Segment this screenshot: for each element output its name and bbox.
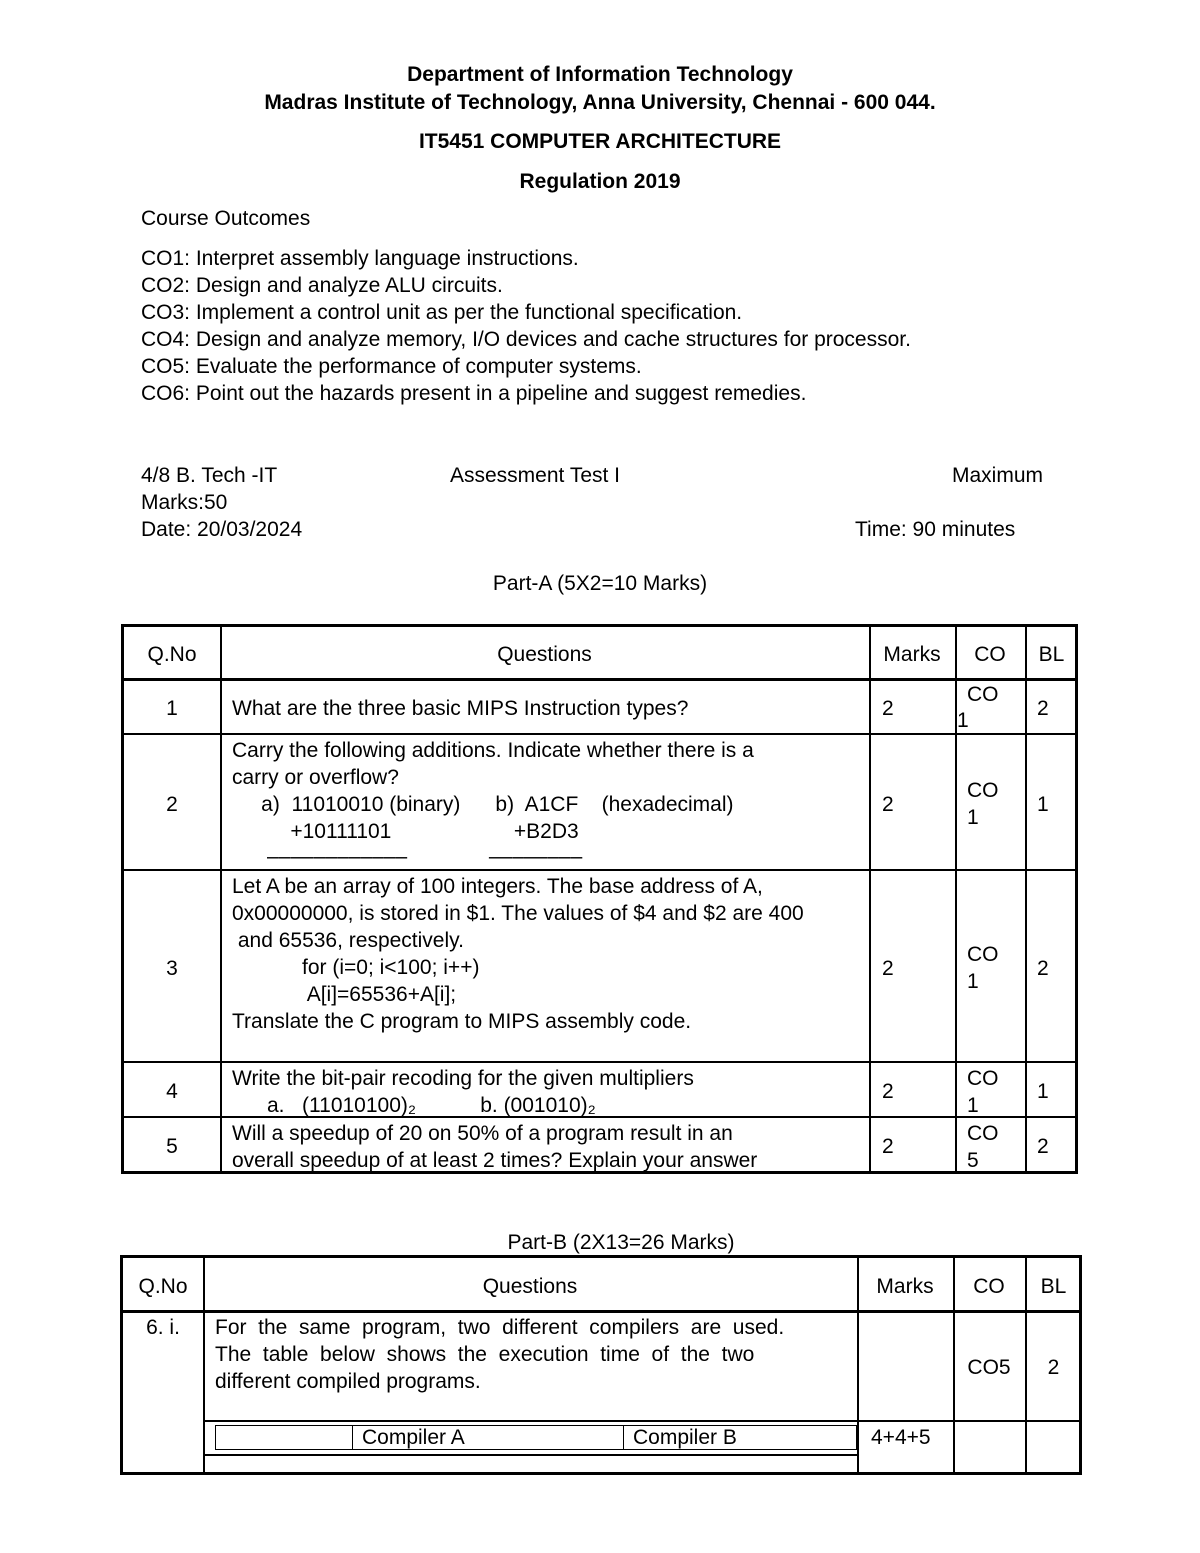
row-co: CO — [967, 1067, 999, 1090]
row-marks: 2 — [882, 793, 894, 816]
row-co: CO — [967, 779, 999, 802]
row-co-number: 1 — [957, 709, 969, 732]
part-a-title: Part-A (5X2=10 Marks) — [492, 572, 708, 595]
question-text: Let A be an array of 100 integers. The base address of A, — [232, 875, 763, 898]
row-marks: 2 — [882, 1080, 894, 1103]
header-qno: Q.No — [138, 1275, 188, 1298]
row-qno: 5 — [166, 1135, 178, 1158]
max-marks-label: Maximum — [952, 464, 1044, 487]
row-co-number: 1 — [967, 806, 979, 829]
question-text: For the same program, two different compilers are used. — [215, 1316, 785, 1339]
part-b-title: Part-B (2X13=26 Marks) — [507, 1231, 735, 1254]
time-label: Time: 90 minutes — [855, 518, 1016, 541]
question-text: A[i]=65536+A[i]; — [232, 983, 457, 1006]
course-title: IT5451 COMPUTER ARCHITECTURE — [418, 130, 782, 153]
course-outcome-item: CO3: Implement a control unit as per the functional specification. — [141, 301, 743, 324]
test-label: Assessment Test I — [450, 464, 621, 487]
row-qno: 2 — [166, 793, 178, 816]
question-text: different compiled programs. — [215, 1370, 481, 1393]
row-co: CO5 — [967, 1356, 1011, 1379]
question-text: Carry the following additions. Indicate whether there is a — [232, 739, 754, 762]
row-qno: 1 — [166, 697, 178, 720]
date-label: Date: 20/03/2024 — [141, 518, 303, 541]
row-co-number: 1 — [967, 1094, 979, 1117]
question-text: The table below shows the execution time of the two — [215, 1343, 755, 1366]
row-marks: 2 — [882, 697, 894, 720]
row-qno: 4 — [166, 1080, 178, 1103]
header-bl: BL — [1040, 1275, 1067, 1298]
row-bl: 2 — [1037, 957, 1049, 980]
question-text: Will a speedup of 20 on 50% of a program result in an — [232, 1122, 733, 1145]
program-label: 4/8 B. Tech -IT — [141, 464, 278, 487]
row-qno: 3 — [166, 957, 178, 980]
question-text: carry or overflow? — [232, 766, 399, 789]
question-text: Write the bit-pair recoding for the given multipliers — [232, 1067, 694, 1090]
header-co: CO — [974, 643, 1006, 666]
row-marks: 2 — [882, 1135, 894, 1158]
question-text: overall speedup of at least 2 times? Explain your answer — [232, 1149, 758, 1172]
row-bl: 2 — [1037, 697, 1049, 720]
course-outcomes-heading: Course Outcomes — [141, 207, 311, 230]
row-co: CO — [967, 1122, 999, 1145]
institute-title: Madras Institute of Technology, Anna University, Chennai - 600 044. — [264, 91, 936, 114]
row-co: CO — [967, 943, 999, 966]
header-co: CO — [973, 1275, 1005, 1298]
row-marks: 2 — [882, 957, 894, 980]
marks-line: Marks:50 — [141, 491, 228, 514]
row-qno: 6. i. — [146, 1316, 180, 1339]
question-text: +10111101 +B2D3 — [232, 820, 579, 843]
compiler-a-header: Compiler A — [362, 1426, 465, 1449]
header-bl: BL — [1038, 643, 1065, 666]
header-marks: Marks — [883, 643, 941, 666]
question-text: 0x00000000, is stored in $1. The values of $4 and $2 are 400 — [232, 902, 804, 925]
course-outcome-item: CO6: Point out the hazards present in a pipeline and suggest remedies. — [141, 382, 807, 405]
row-co-number: 5 — [967, 1149, 979, 1172]
header-qno: Q.No — [147, 643, 197, 666]
part-a-table — [121, 624, 1078, 1174]
row-bl: 2 — [1047, 1356, 1060, 1379]
row-bl: 1 — [1037, 793, 1049, 816]
course-outcome-item: CO4: Design and analyze memory, I/O devices and cache structures for processor. — [141, 328, 911, 351]
row-bl: 2 — [1037, 1135, 1049, 1158]
row-marks: 4+4+5 — [871, 1426, 931, 1449]
compiler-b-header: Compiler B — [633, 1426, 737, 1449]
header-questions: Questions — [497, 643, 592, 666]
question-text: –––––––––––– –––––––– — [232, 845, 583, 868]
course-outcome-item: CO1: Interpret assembly language instructions. — [141, 247, 579, 270]
part-b-table — [120, 1255, 1082, 1475]
question-text: What are the three basic MIPS Instruction types? — [232, 697, 689, 720]
header-marks: Marks — [876, 1275, 934, 1298]
question-text: for (i=0; i<100; i++) — [232, 956, 480, 979]
row-co-number: 1 — [967, 970, 979, 993]
course-outcome-item: CO5: Evaluate the performance of computer systems. — [141, 355, 642, 378]
department-title: Department of Information Technology — [407, 63, 793, 86]
question-text: a. (11010100)₂ b. (001010)₂ — [232, 1094, 596, 1117]
course-outcome-item: CO2: Design and analyze ALU circuits. — [141, 274, 503, 297]
question-text: and 65536, respectively. — [232, 929, 464, 952]
row-co: CO — [967, 683, 999, 706]
header-questions: Questions — [482, 1275, 578, 1298]
compiler-table — [215, 1425, 857, 1450]
question-text: Translate the C program to MIPS assembly code. — [232, 1010, 692, 1033]
row-bl: 1 — [1037, 1080, 1049, 1103]
regulation-title: Regulation 2019 — [519, 170, 681, 193]
question-text: a) 11010010 (binary) b) A1CF (hexadecimal) — [232, 793, 734, 816]
